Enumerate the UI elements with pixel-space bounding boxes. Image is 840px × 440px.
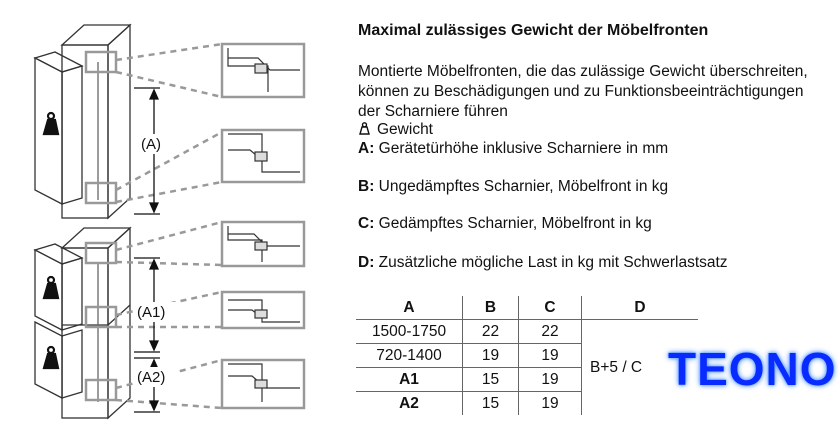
cell-a: A2 [399,394,419,412]
cell-d: B+5 / C [582,320,699,416]
label-a1: (A1) [137,304,166,321]
teono-logo: TEONO [668,343,837,395]
legend-text: Gewicht [377,121,433,138]
legend-key: D: [358,254,375,271]
legend-weight [358,121,433,139]
legend-text: Gerätetürhöhe inklusive Scharniere in mm [378,140,669,157]
legend-key: B: [358,178,375,195]
cell-c: 19 [519,344,582,368]
legend-a [358,140,668,158]
weight-table [356,296,698,415]
page-title: Maximal zulässiges Gewicht der Möbelfronten [358,22,709,39]
label-a: (A) [141,136,161,153]
cell-b: 22 [463,320,519,344]
cell-b: 19 [463,344,519,368]
header-d: D [582,296,699,320]
cell-a: A1 [356,368,463,392]
cell-b: 15 [463,368,519,392]
legend-text: Gedämpftes Scharnier, Möbelfront in kg [378,215,652,232]
header-b: B [463,296,519,320]
header-a: A [356,296,463,320]
cell-a: 720-1400 [356,344,463,368]
mounting-diagram [0,0,345,440]
table-row [356,320,698,344]
legend-key: C: [358,215,375,232]
legend-d [358,254,728,272]
legend-text: Ungedämpftes Scharnier, Möbelfront in kg [378,178,669,195]
intro-paragraph: Montierte Möbelfronten, die das zulässige Gewicht überschreiten, können zu Beschädigungen und zu Funktionsbeeinträchtigungen der Scharniere führen [358,63,808,120]
header-c: C [519,296,582,320]
cell-c: 19 [519,392,582,416]
weight-icon [358,122,371,135]
legend-c [358,215,652,233]
cell-c: 22 [519,320,582,344]
cell-a: 1500-1750 [356,320,463,344]
legend-b [358,178,668,196]
cell-c: 19 [519,368,582,392]
legend-text: Zusätzliche mögliche Last in kg mit Schwerlastsatz [378,254,728,271]
cell-b: 15 [463,392,519,416]
label-a2: (A2) [137,369,166,386]
legend-key: A: [358,140,375,157]
table-header-row [356,296,698,320]
